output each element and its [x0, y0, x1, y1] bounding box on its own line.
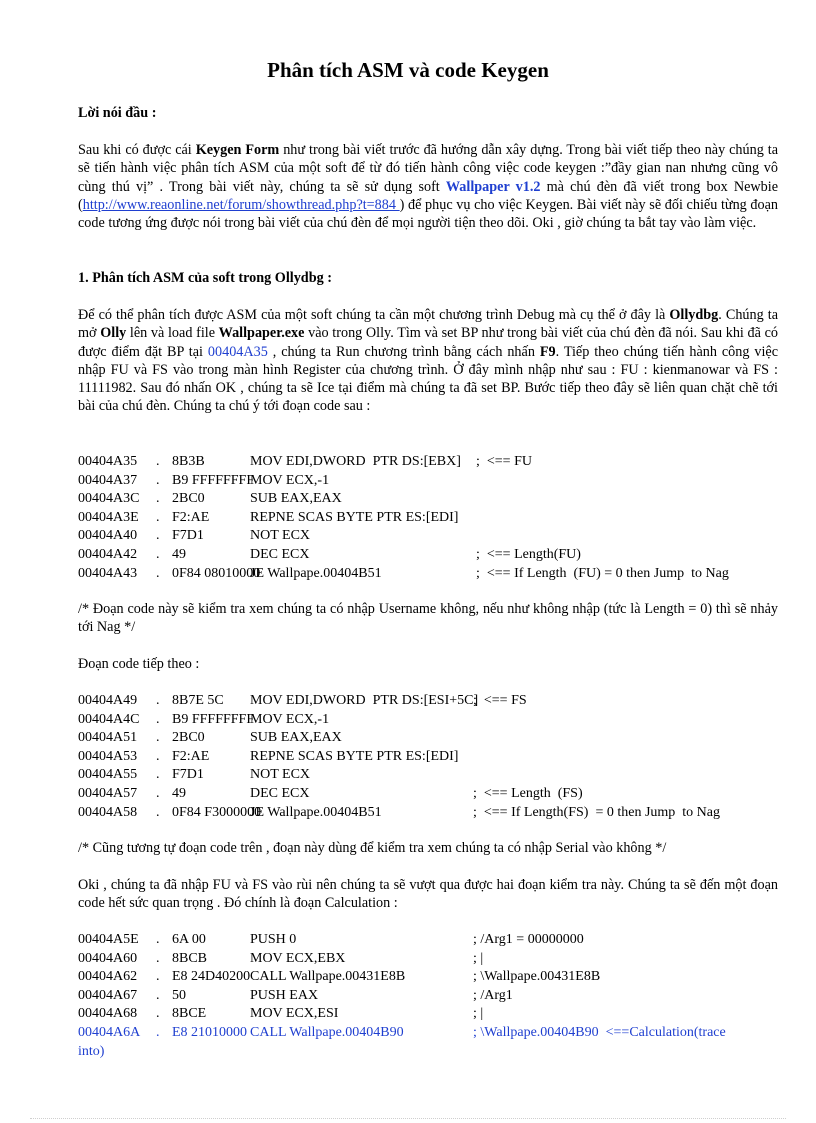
code-line	[78, 711, 778, 730]
note-2: /* Cũng tương tự đoạn code trên , đoạn này dùng để kiểm tra xem chúng ta có nhập Serial vào không */	[78, 840, 667, 856]
note-1: /* Đoạn code này sẽ kiểm tra xem chúng ta có nhập Username không, nếu như không nhập (tức là Length = 0) thì sẽ nhảy tới Nag */	[78, 601, 778, 636]
code-instruction: DEC ECX	[250, 785, 310, 801]
code-address: 00404A40	[78, 528, 138, 544]
code-dot: .	[156, 693, 160, 708]
code-hex: 0F84 F3000000	[172, 804, 262, 820]
code-instruction: MOV ECX,-1	[250, 711, 330, 727]
code-comment: ; /Arg1	[473, 987, 513, 1003]
para2-text-3: lên và load file	[126, 325, 219, 342]
code-line	[78, 472, 778, 491]
code-instruction: NOT ECX	[250, 528, 311, 544]
code-dot: .	[156, 546, 160, 562]
code-dot: .	[156, 472, 160, 488]
next-code-label: Đoạn code tiếp theo :	[78, 656, 200, 672]
code-address: 00404A67	[78, 987, 138, 1003]
code-line	[78, 1005, 778, 1024]
code-address: 00404A57	[78, 785, 138, 801]
code-line	[78, 766, 778, 785]
code-hex: E8 24D40200	[172, 969, 251, 985]
code-instruction: MOV ECX,EBX	[250, 950, 346, 966]
code-address: 00404A3E	[78, 509, 139, 525]
intro-text-4: ) để phục vụ cho việc Keygen. Bài viết này sẽ đối chiếu từng đoạn code tương ứng được nói trong bài viết của chú đèn để mọi người tiện theo dõi. Oki , giờ chúng ta bắt tay vào làm việc.	[78, 196, 778, 232]
code-instruction: JE Wallpape.00404B51	[250, 804, 382, 820]
code-comment: ; \Wallpape.00404B90 <==Calculation(trace	[473, 1024, 726, 1040]
section1-heading: 1. Phân tích ASM của soft trong Ollydbg :	[78, 270, 332, 286]
code-line	[78, 546, 778, 565]
code-hex: 0F84 08010000	[172, 565, 261, 581]
code-address: 00404A58	[78, 804, 138, 820]
intro-text-3: mà chú đèn đã viết trong box Newbie (	[78, 178, 778, 213]
code-dot: .	[156, 767, 160, 783]
para2-text-1: Để có thể phân tích được ASM của một soft chúng ta cần một chương trình Debug mà cụ thể ở đây là	[78, 307, 670, 323]
code-dot: .	[156, 932, 160, 947]
code-instruction: REPNE SCAS BYTE PTR ES:[EDI]	[250, 748, 459, 764]
code-line	[78, 527, 778, 546]
code-comment: ; <== Length (FS)	[473, 785, 583, 801]
code-dot: .	[156, 711, 160, 727]
code-line	[78, 565, 778, 584]
code-dot: .	[156, 730, 160, 746]
code-address: 00404A49	[78, 693, 138, 708]
code-comment: ; <== If Length(FS) = 0 then Jump to Nag	[473, 804, 721, 820]
code-instruction: MOV EDI,DWORD PTR DS:[EBX]	[250, 454, 461, 469]
code-hex: 2BC0	[172, 730, 205, 746]
code-instruction: MOV EDI,DWORD PTR DS:[ESI+5C]	[250, 693, 479, 708]
code-block-1	[78, 453, 778, 583]
code-hex: F2:AE	[172, 509, 210, 525]
code-dot: .	[156, 1006, 160, 1022]
calculation-paragraph: Oki , chúng ta đã nhập FU và FS vào rùi nên chúng ta sẽ vượt qua được hai đoạn kiểm tra này. Chúng ta sẽ đến một đoạn code hết sức quan trọng . Đó chính là đoạn Calculation :	[78, 877, 778, 912]
intro-text-2: như trong bài viết trước đã hướng dẫn xây dựng. Trong bài viết tiếp theo này chúng ta sẽ tiến hành việc phân tích ASM của một soft để từ đó tiến hành công việc code keygen :”đầy gian nan nhưng cũng vô cùng thú vị” . Trong bài viết này, chúng ta sẽ sử dụng soft	[78, 142, 778, 195]
code-line	[78, 968, 778, 987]
code-dot: .	[156, 969, 160, 985]
code-dot: .	[156, 950, 160, 966]
code-dot: .	[156, 454, 160, 469]
bp-address: 00404A35	[207, 343, 268, 360]
ollydbg-term: Ollydbg	[669, 307, 719, 323]
code-block-3	[78, 931, 778, 1061]
intro-text-1: Sau khi có được cái	[78, 142, 196, 158]
code-hex: 8B3B	[172, 454, 205, 469]
code-hex: 49	[172, 785, 186, 801]
code-dot: .	[156, 785, 160, 801]
code-address: 00404A35	[78, 454, 138, 469]
code-comment: ; <== FS	[473, 693, 527, 708]
code-instruction: DEC ECX	[250, 546, 310, 562]
code-line	[78, 490, 778, 509]
code-hex: 8BCB	[172, 950, 208, 966]
code-instruction: NOT ECX	[250, 767, 311, 783]
code-dot: .	[156, 804, 160, 820]
para2-text-2: . Chúng ta mở	[78, 307, 778, 342]
code-hex: 8B7E 5C	[172, 693, 224, 708]
code-line-wrap	[78, 1043, 778, 1062]
para2-text-5: , chúng ta Run chương trình bằng cách nhấn	[267, 343, 540, 360]
code-line	[78, 692, 778, 711]
code-comment: ; <== FU	[476, 454, 532, 469]
code-comment: ; <== Length(FU)	[476, 546, 581, 562]
code-line	[78, 931, 778, 950]
code-hex: F7D1	[172, 528, 204, 544]
code-address: 00404A60	[78, 950, 138, 966]
para2-text-6: . Tiếp theo chúng tiến hành công việc nhập FU và FS vào trong màn hình Register của chương trình. Ở đây mình nhập như sau : FU : kienmanowar và FS : 11111982. Sau đó nhấn OK , chúng ta sẽ Ice tại điểm mà chúng ta đã set BP. Bước tiếp theo đây sẽ liên quan chặt chẽ tới bài của chú đèn. Chúng ta chú ý tới đoạn code sau :	[78, 343, 779, 415]
code-hex: 49	[172, 546, 186, 562]
code-address: 00404A51	[78, 730, 138, 746]
code-instruction: SUB EAX,EAX	[250, 491, 342, 507]
page-bottom-divider	[30, 1118, 786, 1119]
code-instruction: SUB EAX,EAX	[250, 730, 342, 746]
file-name: Wallpaper.exe	[218, 325, 305, 342]
code-hex: 6A 00	[172, 932, 206, 947]
f9-key: F9	[539, 343, 556, 360]
code-address: 00404A42	[78, 546, 138, 562]
page-title: Phân tích ASM và code Keygen	[267, 58, 549, 82]
code-instruction: MOV ECX,-1	[250, 472, 330, 488]
code-hex: 50	[172, 987, 186, 1003]
code-hex: B9 FFFFFFFF	[172, 711, 255, 727]
code-line	[78, 453, 778, 472]
code-comment: ; |	[473, 1006, 484, 1022]
para2-text-4: vào trong Olly. Tìm và set BP như trong bài viết của chú đèn đã nói. Sau khi đã có được điểm đặt BP tại	[78, 325, 778, 360]
code-comment: ; <== If Length (FU) = 0 then Jump to Nag	[476, 565, 729, 581]
code-instruction: PUSH EAX	[250, 987, 319, 1003]
code-address: 00404A68	[78, 1006, 138, 1022]
code-address: 00404A3C	[78, 491, 140, 507]
code-address: 00404A53	[78, 748, 138, 764]
wallpaper-term: Wallpaper v1.2	[445, 178, 541, 195]
code-dot: .	[156, 987, 160, 1003]
code-instruction: CALL Wallpape.00431E8B	[250, 969, 406, 985]
intro-paragraph	[78, 141, 778, 232]
code-hex: F7D1	[172, 767, 204, 783]
code-address: 00404A6A	[78, 1024, 141, 1040]
code-address: 00404A43	[78, 565, 138, 581]
code-dot: .	[156, 509, 160, 525]
code-line	[78, 729, 778, 748]
code-instruction: MOV ECX,ESI	[250, 1006, 339, 1022]
code-comment: ; \Wallpape.00431E8B	[473, 969, 601, 985]
code-comment: ; |	[473, 950, 484, 966]
code-line	[78, 1024, 778, 1043]
code-instruction: JE Wallpape.00404B51	[250, 565, 382, 581]
code-hex: E8 21010000	[172, 1024, 248, 1040]
code-line	[78, 804, 778, 823]
code-comment: ; /Arg1 = 00000000	[473, 932, 584, 947]
keygen-form-term: Keygen Form	[195, 142, 280, 158]
code-line	[78, 785, 778, 804]
forum-link[interactable]: http://www.reaonline.net/forum/showthread.php?t=884	[82, 196, 400, 213]
code-address: 00404A4C	[78, 711, 140, 727]
code-dot: .	[156, 565, 160, 581]
code-address: 00404A5E	[78, 932, 139, 947]
code-instruction: PUSH 0	[250, 932, 297, 947]
code-line	[78, 748, 778, 767]
code-instruction: REPNE SCAS BYTE PTR ES:[EDI]	[250, 509, 459, 525]
code-address: 00404A55	[78, 767, 138, 783]
code-hex: B9 FFFFFFFF	[172, 472, 255, 488]
code-comment-wrap: into)	[78, 1043, 105, 1059]
code-block-2	[78, 692, 778, 822]
code-hex: F2:AE	[172, 748, 210, 764]
code-line	[78, 509, 778, 528]
code-hex: 2BC0	[172, 491, 205, 507]
code-line	[78, 987, 778, 1006]
code-dot: .	[156, 491, 160, 507]
code-dot: .	[156, 1024, 160, 1040]
code-dot: .	[156, 748, 160, 764]
code-instruction: CALL Wallpape.00404B90	[250, 1024, 404, 1040]
code-dot: .	[156, 528, 160, 544]
ollydbg-paragraph	[78, 306, 778, 416]
olly-term: Olly	[100, 325, 127, 342]
code-line	[78, 950, 778, 969]
code-address: 00404A62	[78, 969, 138, 985]
code-hex: 8BCE	[172, 1006, 207, 1022]
code-address: 00404A37	[78, 472, 138, 488]
preface-heading: Lời nói đầu :	[78, 105, 157, 121]
